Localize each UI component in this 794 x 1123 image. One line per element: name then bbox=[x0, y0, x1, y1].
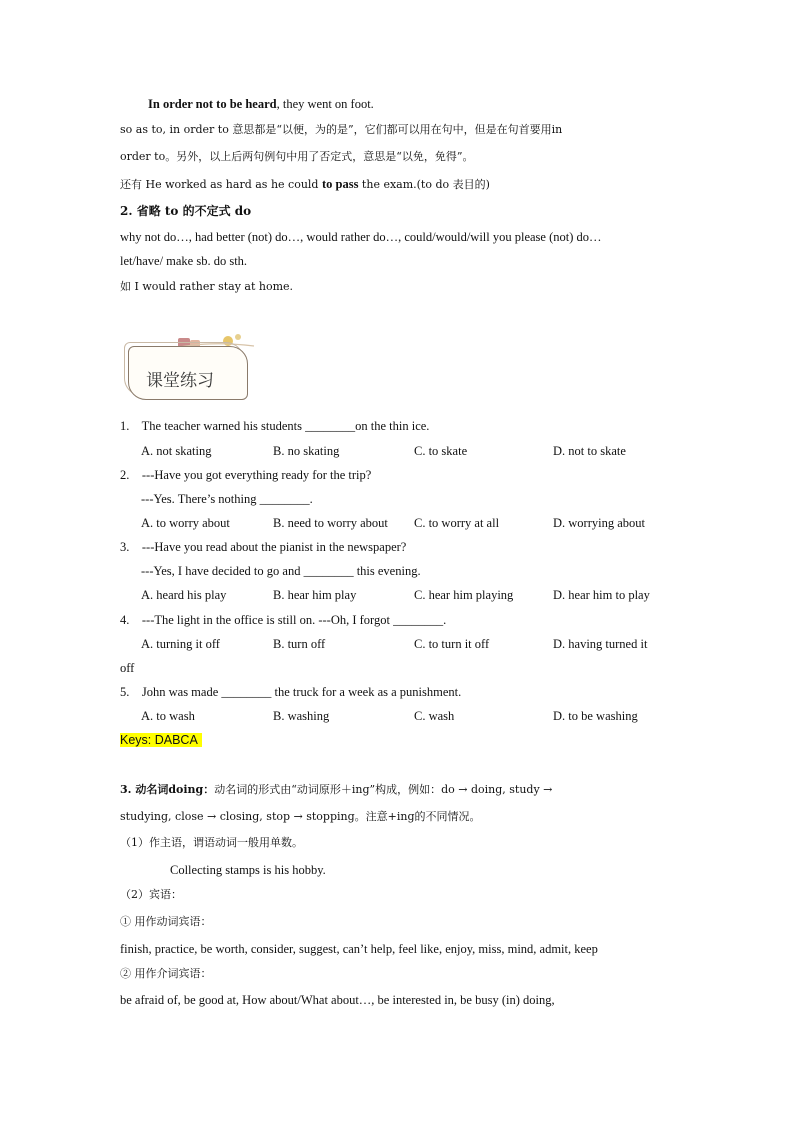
question-5 bbox=[120, 684, 461, 700]
section2-heading: 2. 省略 to 的不定式 do bbox=[120, 204, 252, 218]
option-b: B. hear him play bbox=[273, 588, 357, 602]
question-number: 3. bbox=[120, 540, 130, 554]
option-d-wrap: off bbox=[120, 661, 135, 675]
question-text: The teacher warned his students ________on the thin ice. bbox=[141, 419, 430, 433]
section3-example-1: Collecting stamps is his hobby. bbox=[170, 863, 326, 877]
option-d: D. to be washing bbox=[553, 709, 638, 723]
question-text-line-2: ---Yes, I have decided to go and ________ this evening. bbox=[141, 564, 421, 578]
question-text: ---The light in the office is still on. ---Oh, I forgot ________. bbox=[141, 613, 447, 627]
answer-keys bbox=[120, 732, 202, 748]
option-a: A. to wash bbox=[141, 709, 195, 723]
option-c: C. to skate bbox=[414, 444, 468, 458]
section3-item-2-list: be afraid of, be good at, How about/What about…, be interested in, be busy (in) doing, bbox=[120, 993, 555, 1007]
option-a: A. to worry about bbox=[141, 516, 230, 530]
section3-sub-1: （1）作主语，谓语动词一般用单数。 bbox=[120, 836, 303, 849]
option-c: C. to worry at all bbox=[414, 516, 500, 530]
question-1 bbox=[120, 418, 429, 434]
banner-title: 课堂练习 bbox=[146, 371, 214, 391]
option-b: B. no skating bbox=[273, 444, 340, 458]
question-number: 5. bbox=[120, 685, 130, 699]
option-c: C. hear him playing bbox=[414, 588, 514, 602]
question-text: ---Have you read about the pianist in the newspaper? bbox=[141, 540, 407, 554]
example2-bold: to pass bbox=[321, 177, 359, 191]
example-sentence-1 bbox=[148, 96, 374, 112]
section2-line-1: why not do…, had better (not) do…, would rather do…, could/would/will you please (not) do… bbox=[120, 230, 602, 244]
option-b: B. washing bbox=[273, 709, 330, 723]
explanation-line-2: order to。另外，以上后两句例句中用了否定式，意思是“以免，免得”。 bbox=[120, 150, 474, 163]
question-2 bbox=[120, 467, 371, 483]
section3-heading-rest: 动名词的形式由“动词原形＋ing”构成，例如：do → doing, study → bbox=[214, 783, 553, 796]
section3-item-1-list: finish, practice, be worth, consider, suggest, can’t help, feel like, enjoy, miss, mind, admit, keep bbox=[120, 942, 598, 956]
option-d: D. worrying about bbox=[553, 516, 645, 530]
example-rest: , they went on foot. bbox=[276, 97, 374, 111]
option-b: B. need to worry about bbox=[273, 516, 388, 530]
section3-heading-bold: 3. 动名词doing： bbox=[120, 783, 215, 796]
option-a: A. heard his play bbox=[141, 588, 227, 602]
question-4 bbox=[120, 612, 446, 628]
question-3 bbox=[120, 539, 406, 555]
option-b: B. turn off bbox=[273, 637, 326, 651]
option-a: A. turning it off bbox=[141, 637, 220, 651]
answer-keys-text: Keys: DABCA bbox=[120, 733, 202, 747]
option-d: D. having turned it bbox=[553, 637, 648, 651]
example-sentence-2 bbox=[120, 176, 490, 193]
section3-line-2: studying, close → closing, stop → stopping。注意+ing的不同情况。 bbox=[120, 810, 481, 823]
example2-part-b: the exam.(to do 表目的) bbox=[358, 178, 490, 191]
section2-example: 如 I would rather stay at home. bbox=[120, 280, 294, 293]
question-number: 1. bbox=[120, 419, 130, 433]
section3-item-2: ② 用作介词宾语： bbox=[120, 967, 212, 980]
option-d: D. not to skate bbox=[553, 444, 626, 458]
option-d: D. hear him to play bbox=[553, 588, 650, 602]
section3-heading bbox=[120, 782, 552, 798]
question-text: ---Have you got everything ready for the trip? bbox=[141, 468, 372, 482]
question-text: John was made ________ the truck for a week as a punishment. bbox=[141, 685, 462, 699]
option-c: C. wash bbox=[414, 709, 455, 723]
option-a: A. not skating bbox=[141, 444, 212, 458]
option-c: C. to turn it off bbox=[414, 637, 490, 651]
question-text-line-2: ---Yes. There’s nothing ________. bbox=[141, 492, 313, 506]
section3-item-1: ① 用作动词宾语： bbox=[120, 915, 212, 928]
question-number: 4. bbox=[120, 613, 130, 627]
example2-part-a: 还有 He worked as hard as he could bbox=[120, 178, 322, 191]
section2-line-2: let/have/ make sb. do sth. bbox=[120, 254, 248, 268]
section3-sub-2: （2）宾语： bbox=[120, 888, 182, 901]
example-bold-phrase: In order not to be heard bbox=[148, 97, 277, 111]
practice-banner bbox=[124, 332, 260, 406]
explanation-line-1: so as to, in order to 意思都是“以便，为的是”，它们都可以用在句中，但是在句首要用in bbox=[120, 123, 563, 136]
question-number: 2. bbox=[120, 468, 130, 482]
